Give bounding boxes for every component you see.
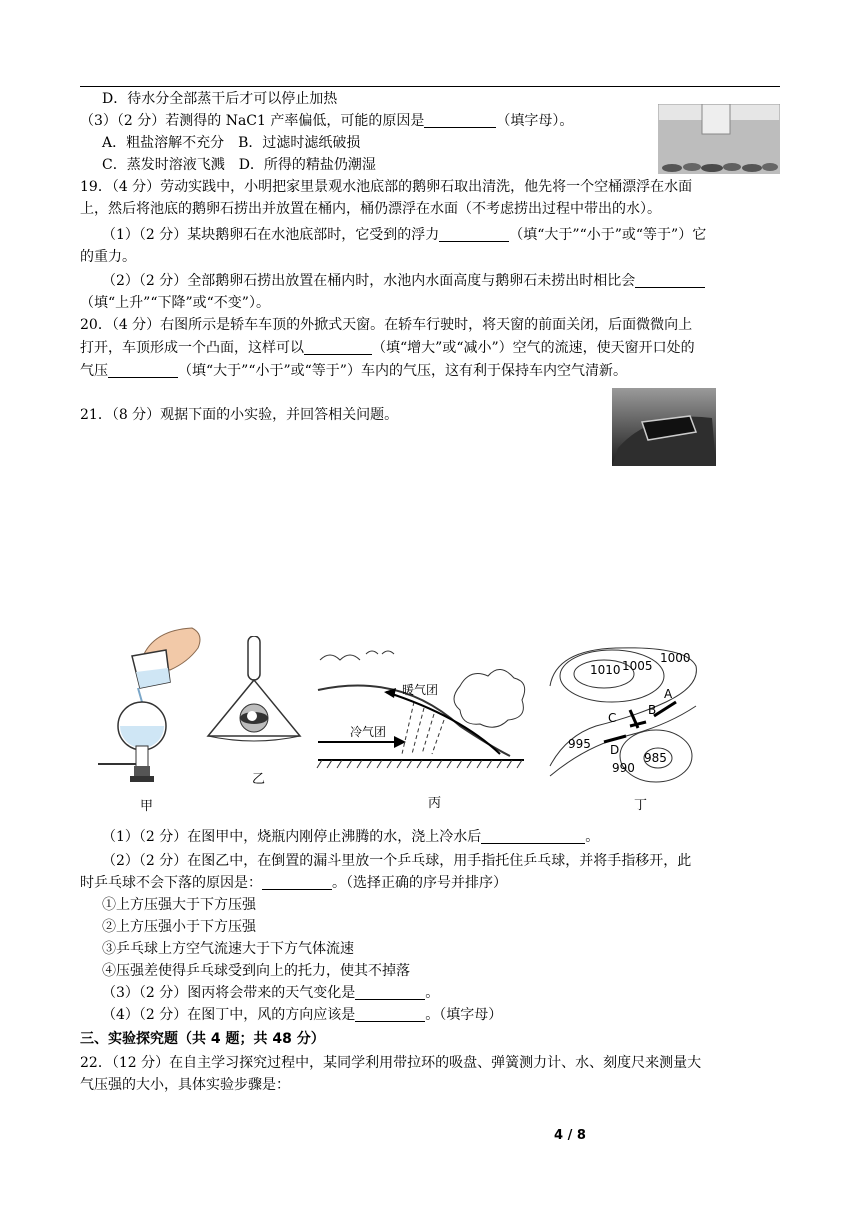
isobar-1010-label: 1010 (590, 663, 621, 677)
q21-choice-2: ②上方压强小于下方压强 (102, 919, 256, 935)
isobar-990-label: 990 (612, 761, 635, 775)
q19-line1: 19．（4 分）劳动实践中，小明把家里景观水池底部的鹅卵石取出清洗，他先将一个空桶漂浮在水面 (80, 179, 693, 195)
q19-sub1: （1）（2 分）某块鹅卵石在水池底部时，它受到的浮力 （填“大于”“小于”或“等于”）它 (102, 227, 707, 243)
q19-sub2: （2）（2 分）全部鹅卵石捞出放置在桶内时，水池内水面高度与鹅卵石未捞出时相比会 (102, 272, 705, 290)
wind-label-b: B (648, 703, 657, 717)
wind-label-c: C (608, 711, 617, 725)
q18-options-ab: A．粗盐溶解不充分 B．过滤时滤纸破损 (102, 135, 361, 151)
q20-line3: 气压 （填“大于”“小于”或“等于”）车内的气压，这有利于保持车内空气清新。 (80, 363, 627, 379)
q21-sub1: （1）（2 分）在图甲中，烧瓶内刚停止沸腾的水，浇上冷水后 。 (102, 829, 600, 845)
answer-blank[interactable] (355, 985, 425, 1000)
page-number: 4 / 8 (554, 1128, 586, 1143)
isobar-1005-label: 1005 (622, 659, 653, 673)
answer-blank[interactable] (424, 113, 496, 128)
figure-bing-front (310, 646, 532, 778)
wind-label-a: A (664, 687, 673, 701)
q18-sub3: （3）（2 分）若测得的 NaC1 产率偏低，可能的原因是 （填字母）。 (80, 113, 574, 129)
q21-sub2: （2）（2 分）在图乙中，在倒置的漏斗里放一个乒乓球，用手指托住乒乓球，并将手指移开，此 (102, 853, 692, 869)
answer-blank[interactable] (304, 340, 372, 355)
pebble-pool-image (658, 104, 780, 174)
header-rule (80, 86, 780, 87)
q21-choice-4: ④压强差使得乒乓球受到向上的托力，使其不掉落 (102, 963, 410, 979)
q20-line1: 20．（4 分）右图所示是轿车车顶的外掀式天窗。在轿车行驶时，将天窗的前面关闭，后面微微向上 (80, 317, 693, 333)
answer-blank[interactable] (355, 1007, 425, 1022)
cold-air-label: 冷气团 (350, 725, 387, 739)
q18-options-cd: C．蒸发时溶液飞溅 D．所得的精盐仍潮湿 (102, 157, 376, 173)
answer-blank[interactable] (439, 227, 509, 242)
q19-line2: 上，然后将池底的鹅卵石捞出并放置在桶内，桶仍漂浮在水面（不考虑捞出过程中带出的水）。 (80, 201, 661, 217)
section-three-heading: 三、实验探究题（共 4 题；共 48 分） (80, 1031, 325, 1047)
answer-blank[interactable] (481, 829, 585, 844)
q19-sub2-cont: （填“上升”“下降”或“不变”）。 (80, 295, 270, 311)
wind-label-d: D (610, 743, 620, 757)
q21-choice-1: ①上方压强大于下方压强 (102, 897, 256, 913)
q20-line2: 打开，车顶形成一个凸面，这样可以 （填“增大”或“减小”）空气的流速，使天窗开口处的 (80, 340, 695, 356)
figure-ding-isobars (546, 646, 712, 802)
q21-sub2-cont: 时乒乓球不会下落的原因是： 。（选择正确的序号并排序） (80, 875, 507, 891)
q21-sub3: （3）（2 分）图丙将会带来的天气变化是 。 (102, 985, 440, 1001)
q21-sub4: （4）（2 分）在图丁中，风的方向应该是 。（填字母） (102, 1007, 503, 1023)
isobar-1000-label: 1000 (660, 651, 691, 665)
figure-yi-funnel (204, 636, 304, 746)
isobar-995-label: 995 (568, 737, 591, 751)
figure-jia-flask (96, 626, 208, 792)
q22-line1: 22．（12 分）在自主学习探究过程中，某同学利用带拉环的吸盘、弹簧测力计、水、刻度尺来测量大 (80, 1055, 702, 1071)
q19-sub1-cont: 的重力。 (80, 249, 136, 265)
answer-blank[interactable] (108, 363, 178, 378)
q18-option-d: D．待水分全部蒸干后才可以停止加热 (102, 91, 338, 107)
q22-line2: 气压强的大小，具体实验步骤是： (80, 1077, 290, 1093)
car-sunroof-image (612, 388, 716, 466)
isobar-985-label: 985 (644, 751, 667, 765)
q21-choice-3: ③乒乓球上方空气流速大于下方气体流速 (102, 941, 354, 957)
answer-blank[interactable] (262, 875, 332, 890)
warm-air-label: 暖气团 (402, 683, 439, 697)
caption-yi: 乙 (252, 772, 266, 787)
caption-jia: 甲 (140, 799, 154, 814)
answer-blank[interactable] (635, 273, 705, 288)
caption-bing: 丙 (428, 796, 442, 811)
q21-line1: 21．（8 分）观据下面的小实验，并回答相关问题。 (80, 407, 399, 423)
caption-ding: 丁 (634, 798, 648, 813)
